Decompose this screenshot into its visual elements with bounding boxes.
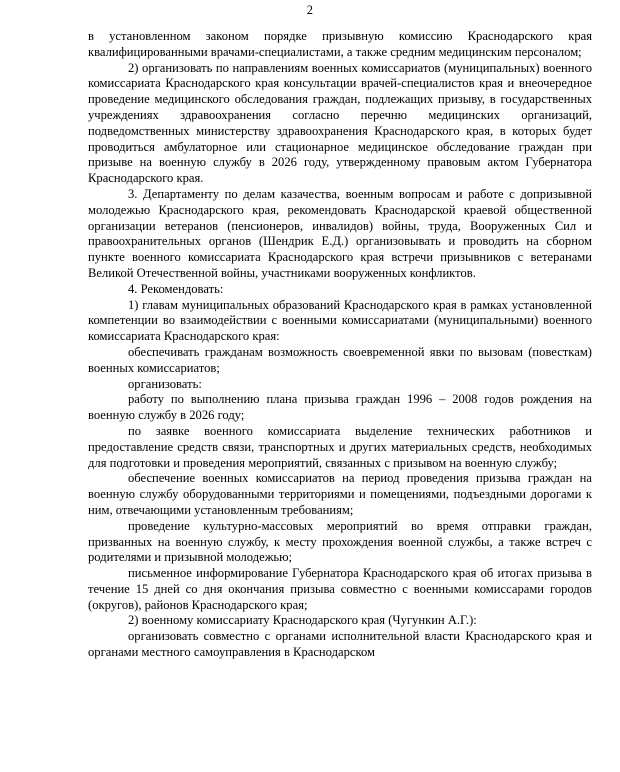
paragraph: проведение культурно-массовых мероприятий во время отправки граждан, призванных на военную службу, к месту прохождения военной службы, а также встреч с родителями и призывной молодежью; [88,518,592,565]
paragraph: письменное информирование Губернатора Краснодарского края об итогах призыва в течение 15 дней со дня окончания призыва совместно с военными комиссарами городов (округов), районов Краснодарского края; [88,566,592,612]
paragraph: 3. Департаменту по делам казачества, военным вопросам и работе с допризывной молодежью Краснодарского края, рекомендовать Краснодарской краевой общественной организации ветеранов (пенсионеров, инвалидов) войны, труда, Вооруженных Сил и правоохранительных органов (Шендрик Е.Д.) организовывать и проводить на сборном пункте военного комиссариата Краснодарского края встречи призывников с ветеранами Великой Отечественной войны, участниками вооруженных конфликтов. [88,186,592,280]
paragraph: организовать совместно с органами исполнительной власти Краснодарского края и органами местного самоуправления в Краснодарском [88,629,592,660]
paragraph: 2) военному комиссариату Краснодарского края (Чугункин А.Г.): [128,613,477,628]
document-body [0,29,620,661]
paragraph: 1) главам муниципальных образований Краснодарского края в рамках установленной компетенции во взаимодействии с военными комиссариатами (муниципальными) военного комиссариата Краснодарского края: [88,297,592,344]
paragraph: работу по выполнению плана призыва граждан 1996 – 2008 годов рождения на военную службу в 2026 году; [88,392,592,423]
document-page [0,3,620,772]
paragraph: 2) организовать по направлениям военных комиссариатов (муниципальных) военного комиссариата Краснодарского края консультации врачей-специалистов края и внеочередное проведение медицинского обследования граждан, подлежащих призыву, в государственных учреждениях здравоохранения согласно перечню медицинских организаций, подведомственных министерству здравоохранения Краснодарского края, в которых будет проводиться амбулаторное или стационарное медицинское обследование граждан при призыве на военную службу в 2026 году, утвержденному правовым актом Губернатора Краснодарского края. [88,60,592,186]
page-number: 2 [306,3,314,17]
paragraph: по заявке военного комиссариата выделение технических работников и предоставление средств связи, транспортных и других материальных средств, необходимых для подготовки и проведения мероприятий, связанных с призывом на военную службу; [88,423,592,470]
paragraph: в установленном законом порядке призывную комиссию Краснодарского края квалифицированными врачами-специалистами, а также средним медицинским персоналом; [88,29,592,59]
paragraph: 4. Рекомендовать: [128,281,224,296]
paragraph: обеспечение военных комиссариатов на период проведения призыва граждан на военную службу оборудованными территориями и помещениями, подъездными дорогами к ним, отвечающими установленным требованиям; [88,471,592,517]
paragraph: обеспечивать гражданам возможность своевременной явки по вызовам (повесткам) военных комиссариатов; [88,344,592,375]
paragraph: организовать: [128,376,202,391]
